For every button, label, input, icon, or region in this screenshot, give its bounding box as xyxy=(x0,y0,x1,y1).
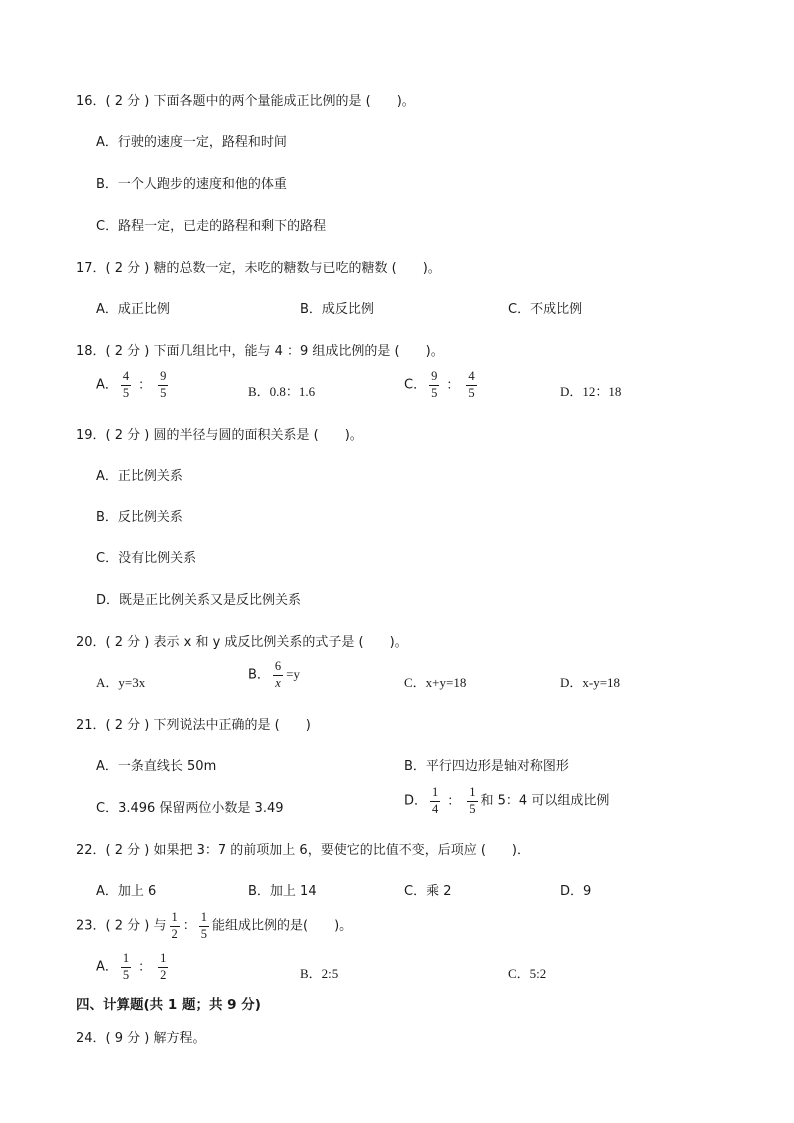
denominator: 5 xyxy=(431,386,438,400)
ratio-sign: ： xyxy=(138,959,152,975)
option-20-b xyxy=(248,660,300,690)
question-22: 22．( 2 分 ) 如果把 3：7 的前项加上 6，要使它的比值不变，后项应 ( )． xyxy=(76,843,530,858)
question-23-pre: 23．( 2 分 ) 与 xyxy=(76,918,167,934)
option-label: B． xyxy=(248,667,270,683)
option-18-d: D．12：18 xyxy=(560,384,622,399)
option-21-b: B．平行四边形是轴对称图形 xyxy=(404,759,569,774)
question-21: 21．( 2 分 ) 下列说法中正确的是 ( ) xyxy=(76,718,311,733)
option-16-c: C．路程一定，已走的路程和剩下的路程 xyxy=(96,219,327,234)
ratio-sign: ： xyxy=(182,918,196,934)
denominator: 2 xyxy=(171,927,178,941)
fraction xyxy=(170,911,180,941)
fraction xyxy=(467,786,477,816)
option-17-b: B．成反比例 xyxy=(300,302,374,317)
question-19: 19．( 2 分 ) 圆的半径与圆的面积关系是 ( )。 xyxy=(76,428,363,443)
numerator: 4 xyxy=(468,369,475,383)
option-22-a: A．加上 6 xyxy=(96,884,157,899)
option-22-d: D．9 xyxy=(560,884,592,899)
denominator: 5 xyxy=(122,386,130,400)
fraction xyxy=(158,952,168,982)
section-4-title: 四、计算题(共 1 题；共 9 分) xyxy=(76,997,261,1013)
ratio-sign: ： xyxy=(138,377,152,393)
numerator: 1 xyxy=(469,785,476,799)
denominator: 5 xyxy=(122,968,130,982)
option-20-a: A．y=3x xyxy=(96,675,146,690)
numerator: 9 xyxy=(431,369,438,383)
option-19-b: B．反比例关系 xyxy=(96,510,183,525)
denominator: 5 xyxy=(468,386,475,400)
option-20-d: D．x-y=18 xyxy=(560,675,621,690)
denominator: 4 xyxy=(432,802,439,816)
option-16-a: A．行驶的速度一定，路程和时间 xyxy=(96,135,287,150)
numerator: 9 xyxy=(160,369,167,383)
option-18-b: B．0.8：1.6 xyxy=(248,384,316,399)
fraction xyxy=(273,660,283,690)
option-17-a: A．成正比例 xyxy=(96,302,170,317)
option-label: A． xyxy=(96,377,118,393)
option-18-a xyxy=(96,370,171,400)
question-23 xyxy=(76,911,352,941)
option-20-c: C．x+y=18 xyxy=(404,675,467,690)
numerator: 1 xyxy=(432,785,439,799)
ratio-sign: ： xyxy=(446,377,460,393)
numerator: 1 xyxy=(122,951,130,965)
option-16-b: B．一个人跑步的速度和他的体重 xyxy=(96,177,287,192)
question-17: 17．( 2 分 ) 糖的总数一定，未吃的糖数与已吃的糖数 ( )。 xyxy=(76,261,441,276)
option-label: C． xyxy=(404,377,427,393)
option-21-d xyxy=(404,786,609,816)
option-23-a xyxy=(96,952,171,982)
option-19-c: C．没有比例关系 xyxy=(96,551,197,566)
denominator: x xyxy=(275,676,281,690)
ratio-sign: ： xyxy=(447,793,461,809)
fraction xyxy=(199,911,209,941)
fraction xyxy=(121,952,131,982)
fraction xyxy=(158,370,168,400)
option-17-c: C．不成比例 xyxy=(508,302,583,317)
numerator: 1 xyxy=(200,910,208,924)
option-18-c xyxy=(404,370,480,400)
option-21-a: A．一条直线长 50m xyxy=(96,759,217,774)
fraction xyxy=(429,370,439,400)
option-rest: 和 5：4 可以组成比例 xyxy=(480,793,610,809)
option-21-c: C．3.496 保留两位小数是 3.49 xyxy=(96,801,284,816)
option-label: A． xyxy=(96,959,118,975)
question-16: 16．( 2 分 ) 下面各题中的两个量能成正比例的是 ( )。 xyxy=(76,94,415,109)
denominator: 2 xyxy=(160,968,167,982)
option-22-b: B．加上 14 xyxy=(248,884,317,899)
numerator: 1 xyxy=(160,951,167,965)
question-18: 18．( 2 分 ) 下面几组比中，能与 4 ：9 组成比例的是 ( )。 xyxy=(76,344,444,359)
option-19-d: D．既是正比例关系又是反比例关系 xyxy=(96,593,302,608)
denominator: 5 xyxy=(200,927,208,941)
fraction xyxy=(430,786,440,816)
question-24: 24．( 9 分 ) 解方程。 xyxy=(76,1031,206,1046)
question-20: 20．( 2 分 ) 表示 x 和 y 成反比例关系的式子是 ( )。 xyxy=(76,635,408,650)
numerator: 4 xyxy=(122,369,130,383)
option-23-b: B．2:5 xyxy=(300,966,339,981)
denominator: 5 xyxy=(469,802,476,816)
numerator: 1 xyxy=(171,910,178,924)
question-23-post: 能组成比例的是( )。 xyxy=(212,918,353,934)
equation-rest: =y xyxy=(286,666,301,682)
fraction xyxy=(121,370,131,400)
numerator: 6 xyxy=(274,659,282,673)
denominator: 5 xyxy=(160,386,167,400)
option-19-a: A．正比例关系 xyxy=(96,469,183,484)
fraction xyxy=(466,370,476,400)
option-23-c: C．5:2 xyxy=(508,966,547,981)
option-label: D． xyxy=(404,793,428,809)
option-22-c: C．乘 2 xyxy=(404,884,452,899)
